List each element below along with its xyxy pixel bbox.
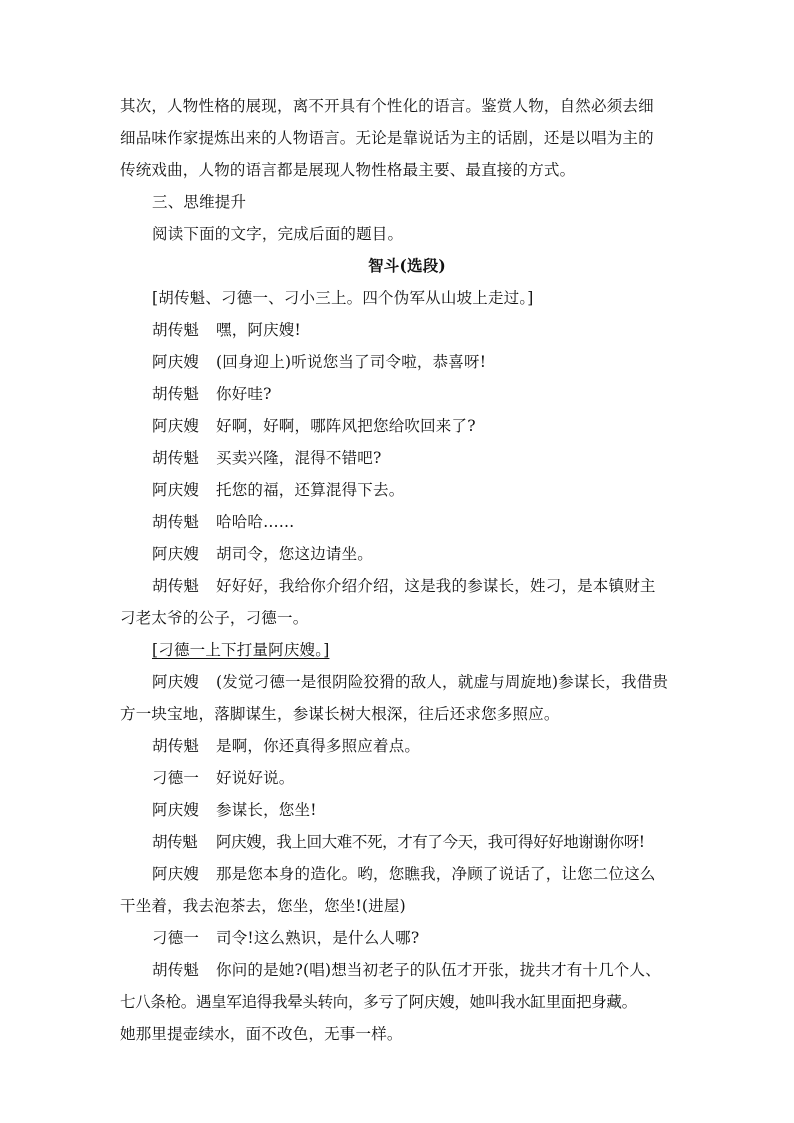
dialogue-text: (发觉刁德一是很阴险狡猾的敌人，就虚与周旋地)参谋长，我借贵 <box>216 673 669 691</box>
dialogue-line <box>152 480 712 500</box>
speaker-name: 胡传魁 <box>152 577 200 595</box>
dialogue-text: 哈哈哈…… <box>216 513 295 531</box>
dialogue-continuation: 干坐着，我去泡茶去，您坐，您坐!(进屋) <box>120 897 406 915</box>
dialogue-line <box>152 864 712 884</box>
speaker-name: 阿庆嫂 <box>152 801 200 819</box>
dialogue-continuation: 七八条枪。遇皇军追得我晕头转向，多亏了阿庆嫂，她叫我水缸里面把身藏。 <box>120 993 637 1011</box>
dialogue-text: 胡司令，您这边请坐。 <box>216 545 374 563</box>
section-heading: 三、思维提升 <box>152 193 247 211</box>
dialogue-text: 好啊，好啊，哪阵风把您给吹回来了? <box>216 417 476 435</box>
paragraph-line: 其次，人物性格的展现，离不开具有个性化的语言。鉴赏人物，自然必须去细 <box>120 97 654 115</box>
dialogue-line <box>152 512 712 532</box>
speaker-name: 阿庆嫂 <box>152 417 200 435</box>
speaker-name: 胡传魁 <box>152 513 200 531</box>
speaker-name: 胡传魁 <box>152 737 200 755</box>
passage-title: 智斗(选段) <box>368 256 446 275</box>
speaker-name: 阿庆嫂 <box>152 865 200 883</box>
speaker-name: 阿庆嫂 <box>152 353 200 371</box>
dialogue-line <box>152 352 712 372</box>
dialogue-text: 你好哇? <box>216 385 272 403</box>
dialogue-text: 那是您本身的造化。哟，您瞧我，净顾了说话了，让您二位这么 <box>216 865 656 883</box>
dialogue-text: 阿庆嫂，我上回大难不死，才有了今天，我可得好好地谢谢你呀! <box>216 833 645 851</box>
speaker-name: 刁德一 <box>152 929 200 947</box>
instruction-text: 阅读下面的文字，完成后面的题目。 <box>152 225 404 243</box>
dialogue-continuation: 她那里提壶续水，面不改色，无事一样。 <box>120 1025 403 1043</box>
dialogue-line <box>152 800 712 820</box>
dialogue-line <box>152 736 712 756</box>
dialogue-line <box>152 672 712 692</box>
dialogue-text: 好说好说。 <box>216 769 295 787</box>
dialogue-line <box>152 832 712 852</box>
stage-direction: [刁德一上下打量阿庆嫂。] <box>152 641 330 659</box>
dialogue-continuation: 刁老太爷的公子，刁德一。 <box>120 609 309 627</box>
speaker-name: 刁德一 <box>152 769 200 787</box>
dialogue-line <box>152 768 712 788</box>
stage-direction: [胡传魁、刁德一、刁小三上。四个伪军从山坡上走过。] <box>152 289 534 307</box>
dialogue-text: 买卖兴隆，混得不错吧? <box>216 449 382 467</box>
paragraph-line: 传统戏曲，人物的语言都是展现人物性格最主要、最直接的方式。 <box>120 161 576 179</box>
speaker-name: 胡传魁 <box>152 833 198 851</box>
dialogue-line <box>152 960 712 980</box>
dialogue-text: 嘿，阿庆嫂! <box>216 321 301 339</box>
dialogue-text: 托您的福，还算混得下去。 <box>216 481 405 499</box>
paragraph-line: 细品味作家提炼出来的人物语言。无论是靠说话为主的话剧，还是以唱为主的 <box>120 129 654 147</box>
dialogue-line <box>152 544 712 564</box>
dialogue-line <box>152 928 712 948</box>
speaker-name: 阿庆嫂 <box>152 545 200 563</box>
dialogue-line <box>152 384 712 404</box>
speaker-name: 胡传魁 <box>152 321 200 339</box>
dialogue-text: (回身迎上)听说您当了司令啦，恭喜呀! <box>216 353 487 371</box>
speaker-name: 胡传魁 <box>152 961 200 979</box>
dialogue-line <box>152 448 712 468</box>
dialogue-line <box>152 576 712 596</box>
dialogue-line <box>152 320 712 340</box>
speaker-name: 胡传魁 <box>152 385 200 403</box>
dialogue-text: 参谋长，您坐! <box>216 801 317 819</box>
dialogue-text: 是啊，你还真得多照应着点。 <box>216 737 421 755</box>
speaker-name: 胡传魁 <box>152 449 200 467</box>
dialogue-text: 司令!这么熟识，是什么人哪? <box>216 929 420 947</box>
speaker-name: 阿庆嫂 <box>152 673 200 691</box>
dialogue-line <box>152 416 712 436</box>
dialogue-text: 好好好，我给你介绍介绍，这是我的参谋长，姓刁，是本镇财主 <box>216 577 656 595</box>
dialogue-continuation: 方一块宝地，落脚谋生，参谋长树大根深，往后还求您多照应。 <box>120 705 560 723</box>
dialogue-text: 你问的是她?(唱)想当初老子的队伍才开张，拢共才有十几个人、 <box>216 961 661 979</box>
speaker-name: 阿庆嫂 <box>152 481 200 499</box>
